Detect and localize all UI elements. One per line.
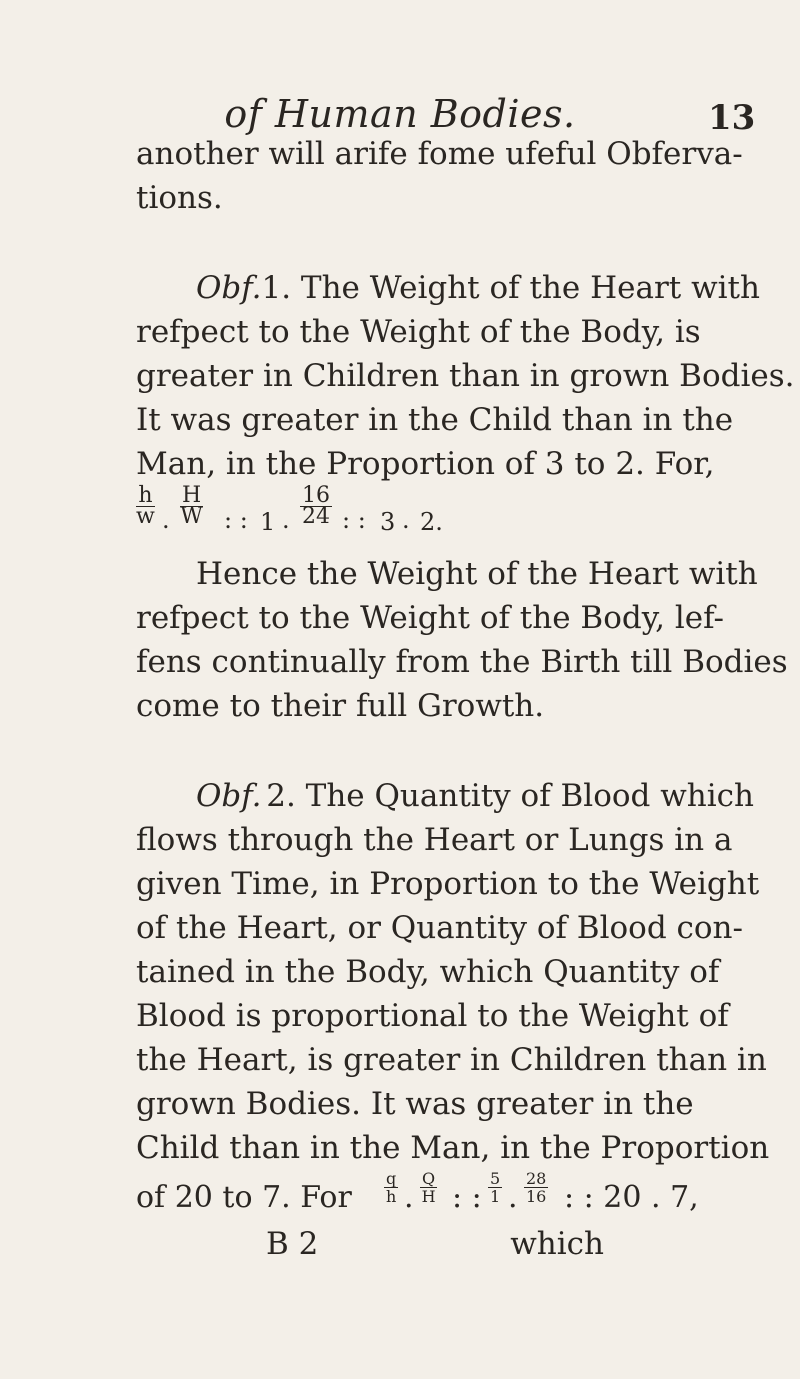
text-line: tained in the Body, which Quantity of [136,954,720,990]
text-line: fens continually from the Birth till Bodies [136,644,788,680]
text-line: another will arife fome ufeful Obferva- [136,136,743,172]
obs2-first-line [136,774,754,818]
fraction-28-16: $\frac{28}{16}$ [526,1169,547,1206]
running-title: of Human Bodies. [224,92,576,136]
formula-one: 1 [260,508,276,536]
text-line: Man, in the Proportion of 3 to 2. For, [136,446,715,482]
text-line: 1. The Weight of the Heart with [261,270,760,306]
formula-three: 3 [380,508,396,536]
formula-tail: : : 20 . 7, [564,1180,699,1215]
text-line: Blood is proportional to the Weight of [136,998,729,1034]
obs-label: Obf. [196,270,262,306]
text-line: of the Heart, or Quantity of Blood con- [136,910,743,946]
page-body [136,132,795,1266]
text-line: given Time, in Proportion to the Weight [136,866,760,902]
text-line: grown Bodies. It was greater in the [136,1086,694,1122]
text-line: Hence the Weight of the Heart with [196,556,758,592]
text-line: flows through the Heart or Lungs in a [136,822,733,858]
text-line: greater in Children than in grown Bodies. [136,358,795,394]
text-line: refpect to the Weight of the Body, lef- [136,600,724,636]
text-line: tions. [136,180,223,216]
formula-heart-weight: $\frac{h}{w}$ . $\frac{H}{W}$ : : 1 . $\frac{16}{24}$ : : 3 . 2. [136,486,754,552]
text-line: Child than in the Man, in the Proportion [136,1130,770,1166]
text-line: It was greater in the Child than in the [136,402,734,438]
formula-two: 2. [420,508,443,536]
catchline [136,1222,754,1266]
text-line: 2. The Quantity of Blood which [266,778,754,814]
obs1-first-line [136,266,760,310]
obs-label: Obf. [196,778,262,814]
formula-blood-quantity: of 20 to 7. For $\frac{q}{h}$ . $\frac{Q}{H}$ : : $\frac{5}{1}$ . $\frac{28}{16}$ : : 20 . 7, [136,1170,754,1222]
fraction-16-24: $\frac{16}{24}$ [302,483,330,529]
fraction-Q-H: $\frac{Q}{H}$ [421,1169,436,1206]
text-line: come to their full Growth. [136,688,545,724]
fraction-h-w: $\frac{h}{w}$ [136,483,155,529]
fraction-5-1: $\frac{5}{1}$ [490,1169,501,1206]
text-line: the Heart, is greater in Children than in [136,1042,767,1078]
fraction-q-h: $\frac{q}{h}$ [385,1169,397,1206]
page-number: 13 [708,98,756,138]
signature-mark: B 2 [266,1226,319,1262]
catchword: which [510,1226,604,1262]
text-line: refpect to the Weight of the Body, is [136,314,701,350]
formula-lead: of 20 to 7. For [136,1180,352,1215]
fraction-H-W: $\frac{H}{W}$ [180,483,203,529]
